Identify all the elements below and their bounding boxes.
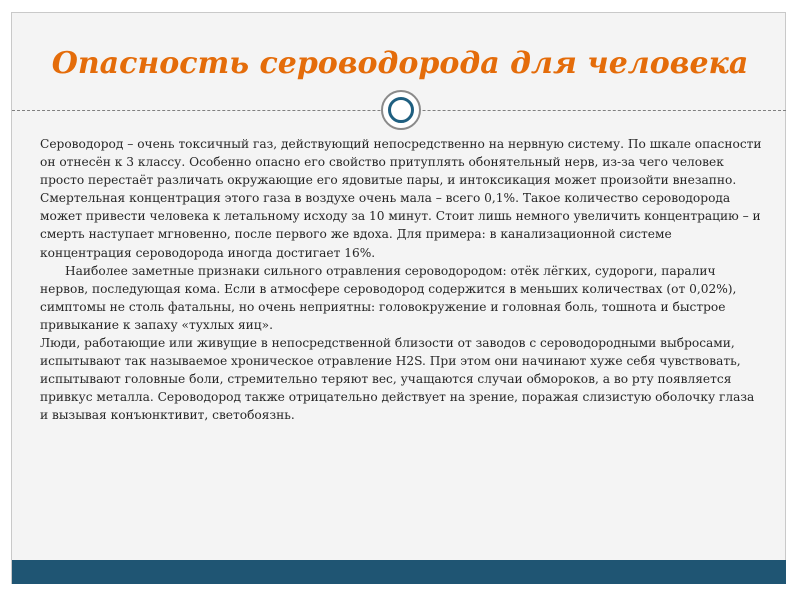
body-paragraph-2: Наиболее заметные признаки сильного отравления сероводородом: отёк лёгких, судороги, паралич нервов, последующая кома. Если в атмосфере сероводород содержится в меньших количествах (от 0,02%), симптомы не столь фатальны, но очень неприятны: головокружение и головная боль, тошнота и быстрое привыкание к запаху «тухлых яиц». <box>40 263 737 332</box>
footer-bar <box>12 560 786 584</box>
slide-body <box>40 135 762 425</box>
body-paragraph-1: Сероводород – очень токсичный газ, действующий непосредственно на нервную систему. По шкале опасности он отнесён к 3 классу. Особенно опасно его свойство притуплять обонятельный нерв, из-за чего человек просто перестаёт различать окружающие его ядовитые пары, и интоксикация может произойти внезапно. Смертельная концентрация этого газа в воздухе очень мала – всего 0,1%. Такое количество сероводорода может привести человека к летальному исходу за 10 минут. Стоит лишь немного увеличить концентрацию – и смерть наступает мгновенно, после первого же вдоха. Для примера: в канализационной системе концентрация сероводорода иногда достигает 16%. <box>40 137 762 260</box>
circle-ornament-icon <box>381 90 421 130</box>
body-paragraph-3: Люди, работающие или живущие в непосредственной близости от заводов с сероводородными выбросами, испытывают так называемое хроническое отравление H2S. При этом они начинают хуже себя чувствовать, испытывают головные боли, стремительно теряют вес, учащаются случаи обмороков, а во рту появляется привкус металла. Сероводород также отрицательно действует на зрение, поражая слизистую оболочку глаза и вызывая конъюнктивит, светобоязнь. <box>40 336 755 423</box>
slide-title: Опасность сероводорода для человека <box>51 46 749 81</box>
